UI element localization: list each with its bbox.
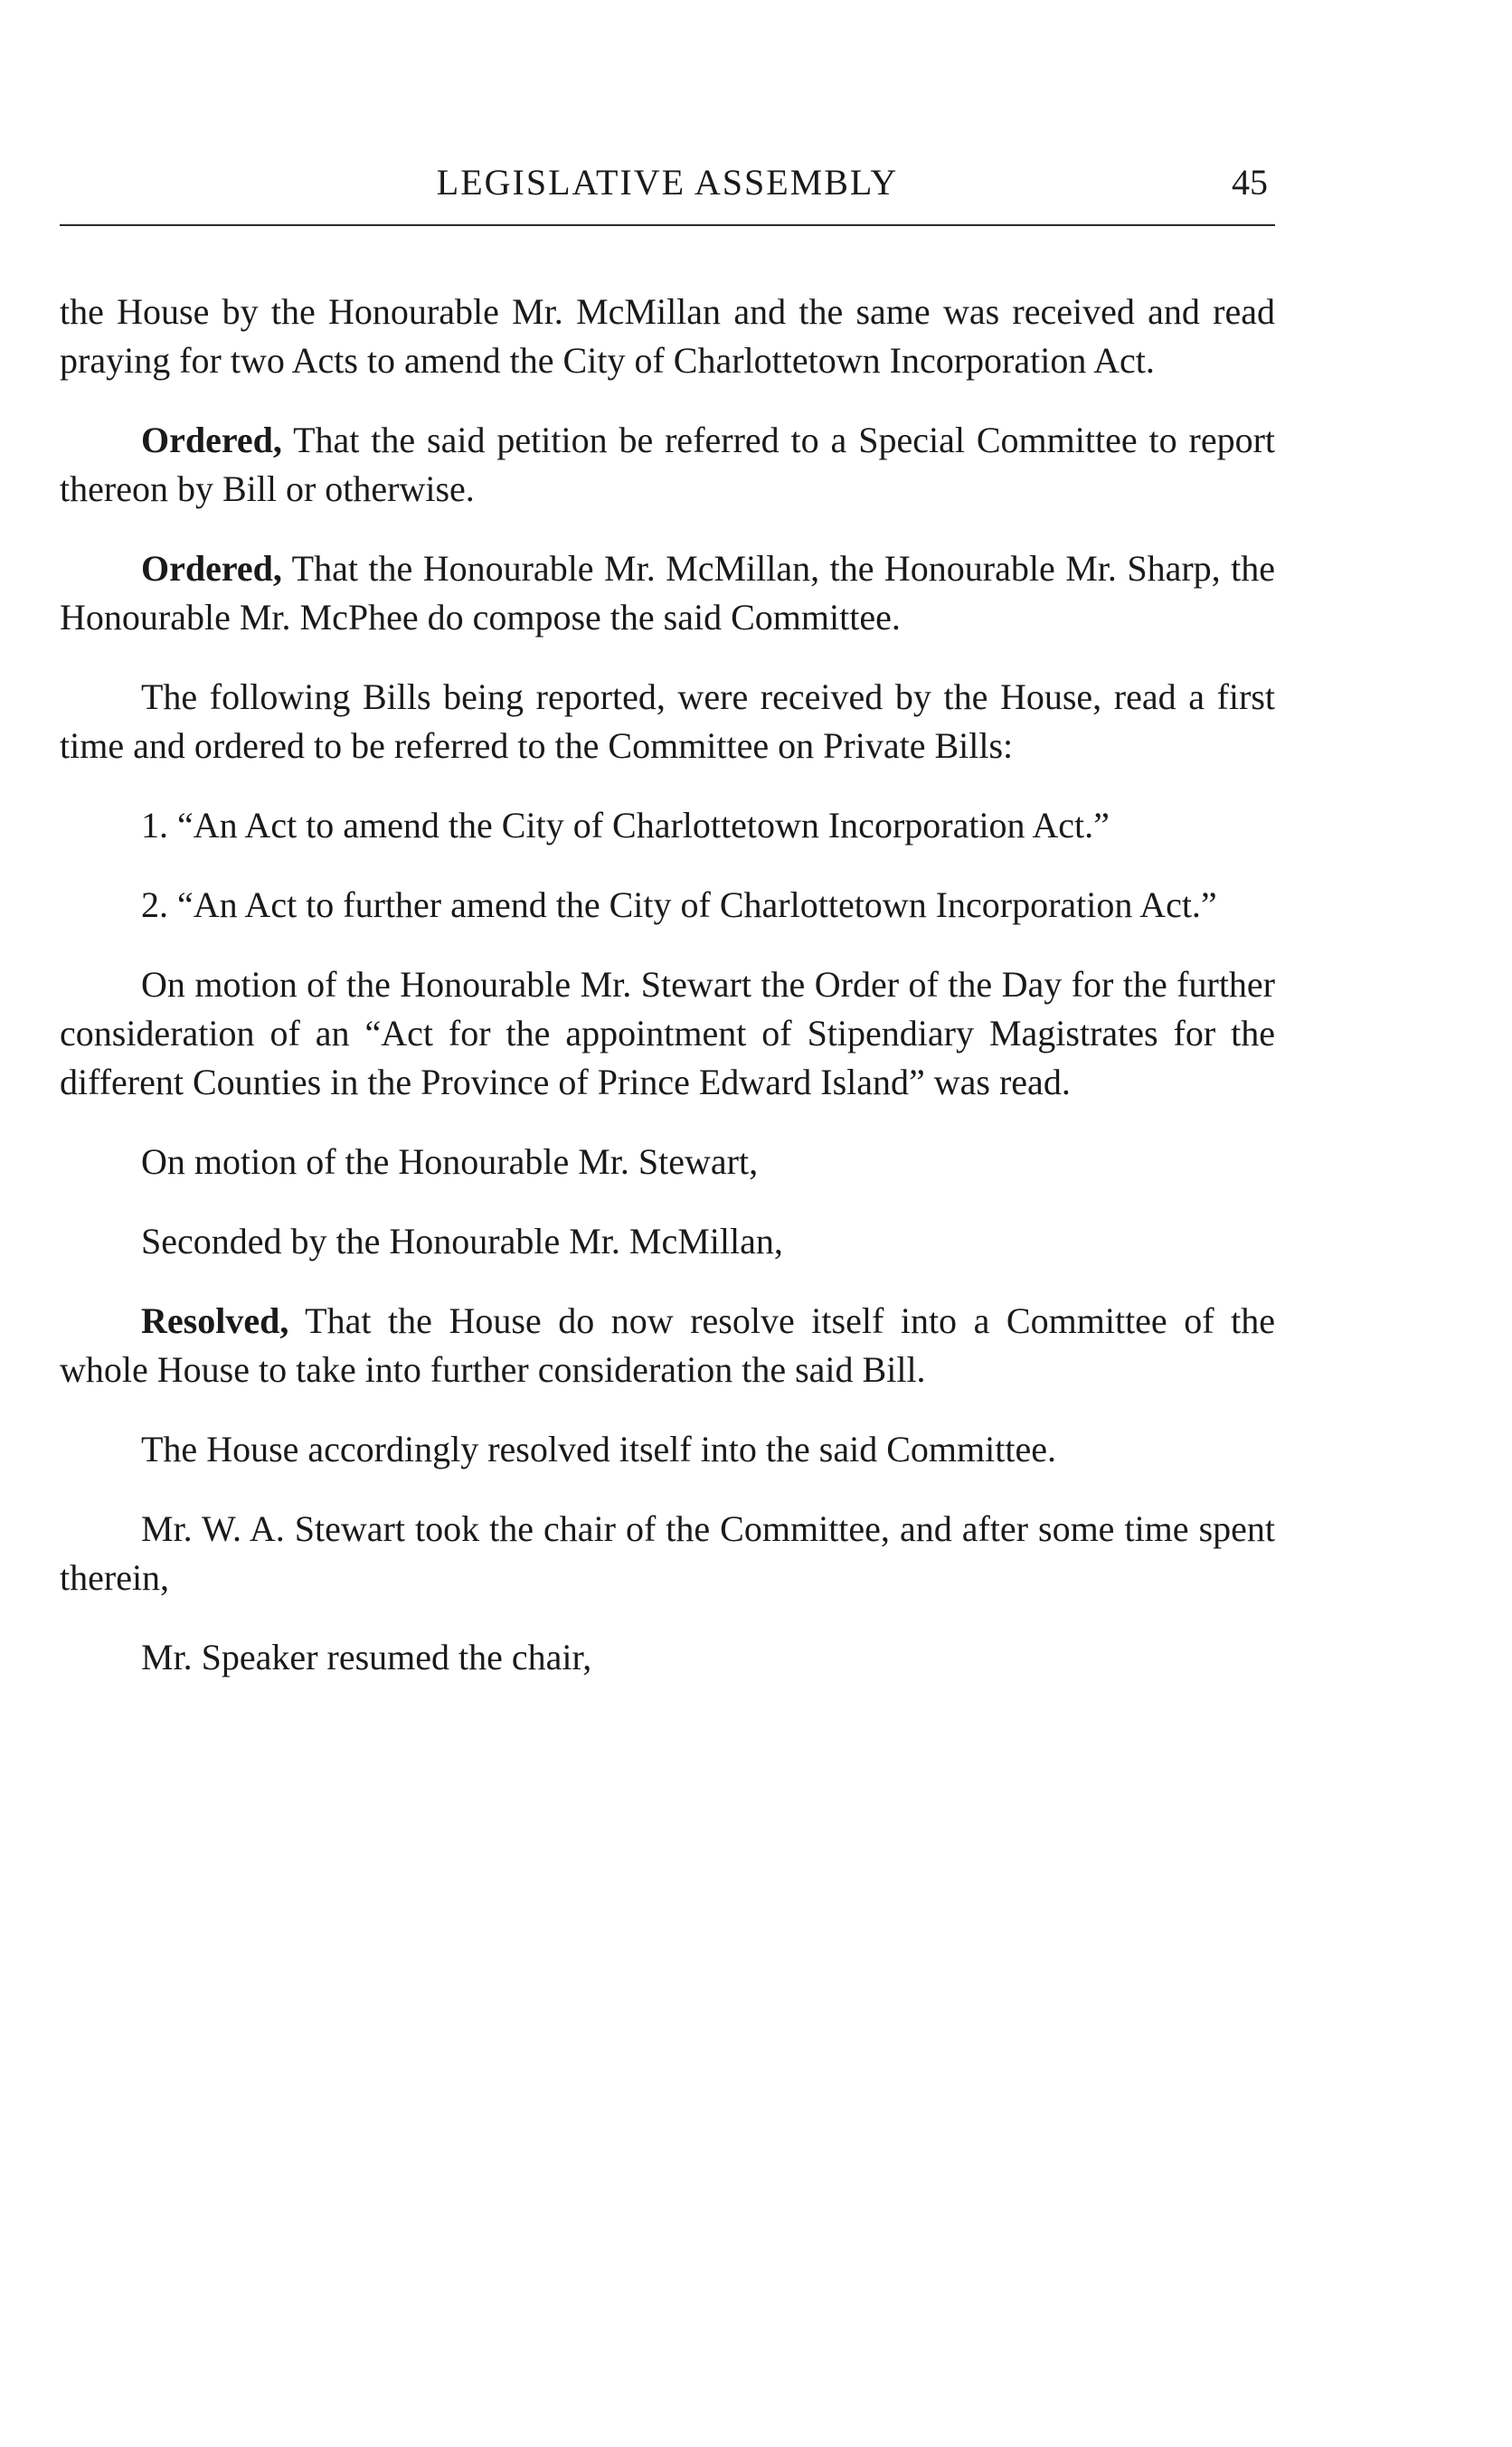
paragraph-text: That the House do now resolve itself into a Committee of the whole House to take into further consideration the said Bill. [60, 1300, 1275, 1390]
paragraph [60, 288, 1275, 385]
running-header [60, 161, 1275, 208]
paragraph-text: Seconded by the Honourable Mr. McMillan, [141, 1221, 783, 1261]
paragraph [60, 801, 1275, 850]
paragraph [60, 960, 1275, 1107]
paragraph-text: That the said petition be referred to a Special Committee to report thereon by Bill or otherwise. [60, 420, 1275, 509]
paragraph-text: 2. “An Act to further amend the City of Charlottetown Incorporation Act.” [141, 884, 1217, 925]
paragraph [60, 1633, 1275, 1682]
page-number: 45 [1232, 162, 1268, 203]
paragraph-text: 1. “An Act to amend the City of Charlottetown Incorporation Act.” [141, 805, 1110, 846]
paragraph-lead: Ordered, [141, 548, 282, 589]
paragraph [60, 544, 1275, 642]
paragraph [60, 1505, 1275, 1602]
paragraph-text: Mr. Speaker resumed the chair, [141, 1637, 592, 1677]
paragraph-text: On motion of the Honourable Mr. Stewart the Order of the Day for the further consideration of an “Act for the appointment of Stipendiary Magistrates for the different Counties in the Province of Prince Edward Island” was read. [60, 964, 1275, 1102]
header-divider [60, 224, 1275, 226]
document-body [60, 288, 1275, 1713]
paragraph-text: That the Honourable Mr. McMillan, the Honourable Mr. Sharp, the Honourable Mr. McPhee do compose the said Committee. [60, 548, 1275, 638]
paragraph-text: The House accordingly resolved itself into the said Committee. [141, 1429, 1056, 1469]
paragraph-text: On motion of the Honourable Mr. Stewart, [141, 1141, 759, 1182]
header-title: LEGISLATIVE ASSEMBLY [436, 162, 899, 203]
paragraph [60, 673, 1275, 770]
paragraph [60, 1425, 1275, 1474]
paragraph-text: Mr. W. A. Stewart took the chair of the Committee, and after some time spent therein, [60, 1508, 1275, 1598]
paragraph-lead: Resolved, [141, 1300, 289, 1341]
paragraph [60, 1217, 1275, 1266]
paragraph-lead: Ordered, [141, 420, 282, 460]
paragraph [60, 1138, 1275, 1186]
paragraph [60, 416, 1275, 514]
paragraph-text: The following Bills being reported, were received by the House, read a first time and ordered to be referred to the Committee on Private Bills: [60, 676, 1275, 766]
paragraph [60, 881, 1275, 930]
paragraph-text: the House by the Honourable Mr. McMillan and the same was received and read praying for two Acts to amend the City of Charlottetown Incorporation Act. [60, 291, 1275, 381]
paragraph [60, 1297, 1275, 1394]
